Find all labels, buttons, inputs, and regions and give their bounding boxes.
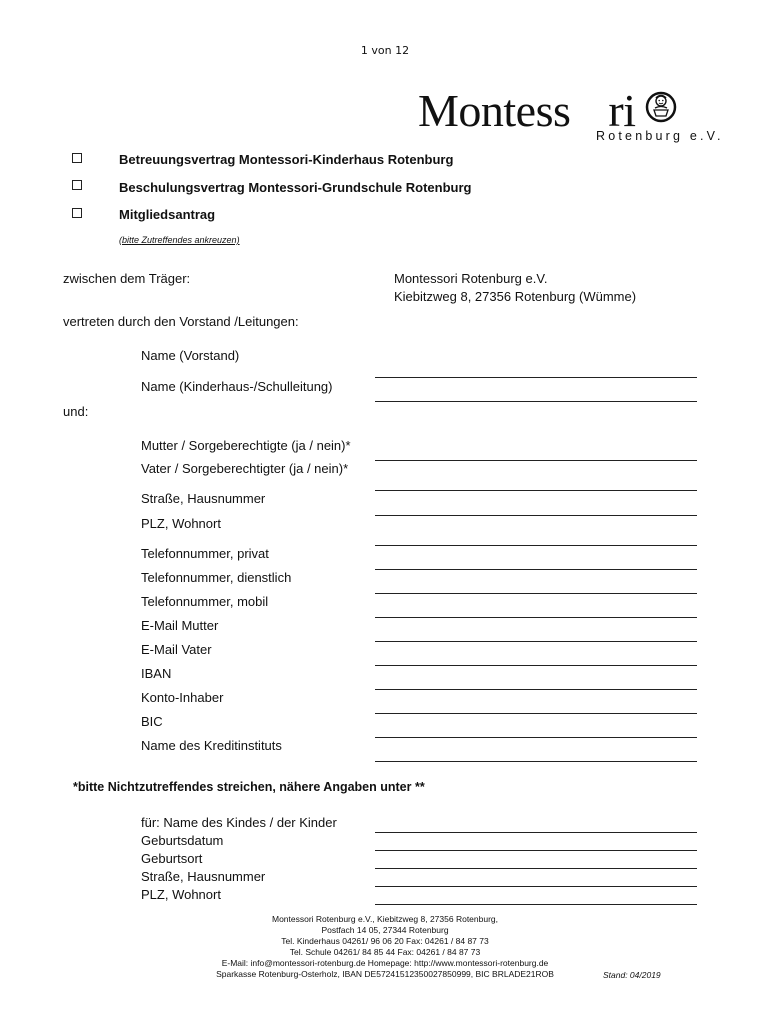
field-label-bic: BIC [141,714,163,729]
input-line-strasse[interactable] [375,515,697,516]
input-line-plz[interactable] [375,545,697,546]
field-label-kreditinstitut: Name des Kreditinstituts [141,738,282,753]
input-line-kind-name[interactable] [375,832,697,833]
stand-date: Stand: 04/2019 [603,970,661,980]
input-line-email-vater[interactable] [375,665,697,666]
streichen-note: *bitte Nichtzutreffendes streichen, nähere Angaben unter ** [73,780,425,794]
field-label-plz: PLZ, Wohnort [141,516,221,531]
option-betreuungsvertrag-label: Betreuungsvertrag Montessori-Kinderhaus Rotenburg [119,152,454,167]
footer-line: Tel. Kinderhaus 04261/ 96 06 20 Fax: 04261 / 84 87 73 [281,936,489,946]
option-mitgliedsantrag-label: Mitgliedsantrag [119,207,216,222]
option-beschulungsvertrag-label: Beschulungsvertrag Montessori-Grundschule Rotenburg [119,180,472,195]
input-line-vorstand[interactable] [375,377,697,378]
field-label-geburtsort: Geburtsort [141,851,203,866]
field-label-vorstand: Name (Vorstand) [141,348,240,363]
input-line-bic[interactable] [375,737,697,738]
logo-text-left: Montess [418,85,571,136]
field-label-tel-mobil: Telefonnummer, mobil [141,594,269,609]
traeger-address: Kiebitzweg 8, 27356 Rotenburg (Wümme) [394,289,637,304]
input-line-kreditinstitut[interactable] [375,761,697,762]
input-line-geburtsdatum[interactable] [375,850,697,851]
traeger-name: Montessori Rotenburg e.V. [394,271,548,286]
field-label-email-vater: E-Mail Vater [141,642,212,657]
input-line-vater[interactable] [375,490,697,491]
logo-text-right: ri [608,85,636,136]
page-number: 1 von 12 [360,44,410,57]
input-line-leitung[interactable] [375,401,697,402]
field-label-kind-strasse: Straße, Hausnummer [141,869,266,884]
field-label-strasse: Straße, Hausnummer [141,491,266,506]
logo-subtitle: Rotenburg e.V. [596,129,724,143]
footer-line: Sparkasse Rotenburg-Osterholz, IBAN DE57241512350027850999, BIC BRLADE21ROB [216,969,554,979]
input-line-kind-plz[interactable] [375,904,697,905]
field-label-kind-plz: PLZ, Wohnort [141,887,221,902]
traeger-label: zwischen dem Träger: [63,271,191,286]
field-label-mutter: Mutter / Sorgeberechtigte (ja / nein)* [141,438,351,453]
field-label-geburtsdatum: Geburtsdatum [141,833,224,848]
field-label-kind-name: für: Name des Kindes / der Kinder [141,815,337,830]
footer-line: Postfach 14 05, 27344 Rotenburg [321,925,449,935]
und-label: und: [63,404,89,419]
footer-line: Montessori Rotenburg e.V., Kiebitzweg 8, 27356 Rotenburg, [271,914,499,924]
footer-line: E-Mail: info@montessori-rotenburg.de Homepage: http://www.montessori-rotenburg.de [221,958,549,968]
checkbox-betreuungsvertrag[interactable] [72,153,82,163]
field-label-tel-dienstlich: Telefonnummer, dienstlich [141,570,292,585]
input-line-tel-dienstlich[interactable] [375,593,697,594]
input-line-konto-inhaber[interactable] [375,713,697,714]
input-line-tel-privat[interactable] [375,569,697,570]
vertreten-label: vertreten durch den Vorstand /Leitungen: [63,314,299,329]
input-line-email-mutter[interactable] [375,641,697,642]
input-line-kind-strasse[interactable] [375,886,697,887]
field-label-konto-inhaber: Konto-Inhaber [141,690,224,705]
input-line-mutter[interactable] [375,460,697,461]
field-label-leitung: Name (Kinderhaus-/Schulleitung) [141,379,333,394]
input-line-tel-mobil[interactable] [375,617,697,618]
input-line-iban[interactable] [375,689,697,690]
checkbox-mitgliedsantrag[interactable] [72,208,82,218]
field-label-vater: Vater / Sorgeberechtigter (ja / nein)* [141,461,349,476]
field-label-iban: IBAN [141,666,172,681]
footer-line: Tel. Schule 04261/ 84 85 44 Fax: 04261 / 84 87 73 [289,947,481,957]
child-globe-icon [643,88,679,124]
checkbox-hint: (bitte Zutreffendes ankreuzen) [119,235,240,245]
input-line-geburtsort[interactable] [375,868,697,869]
field-label-tel-privat: Telefonnummer, privat [141,546,269,561]
checkbox-beschulungsvertrag[interactable] [72,180,82,190]
field-label-email-mutter: E-Mail Mutter [141,618,219,633]
